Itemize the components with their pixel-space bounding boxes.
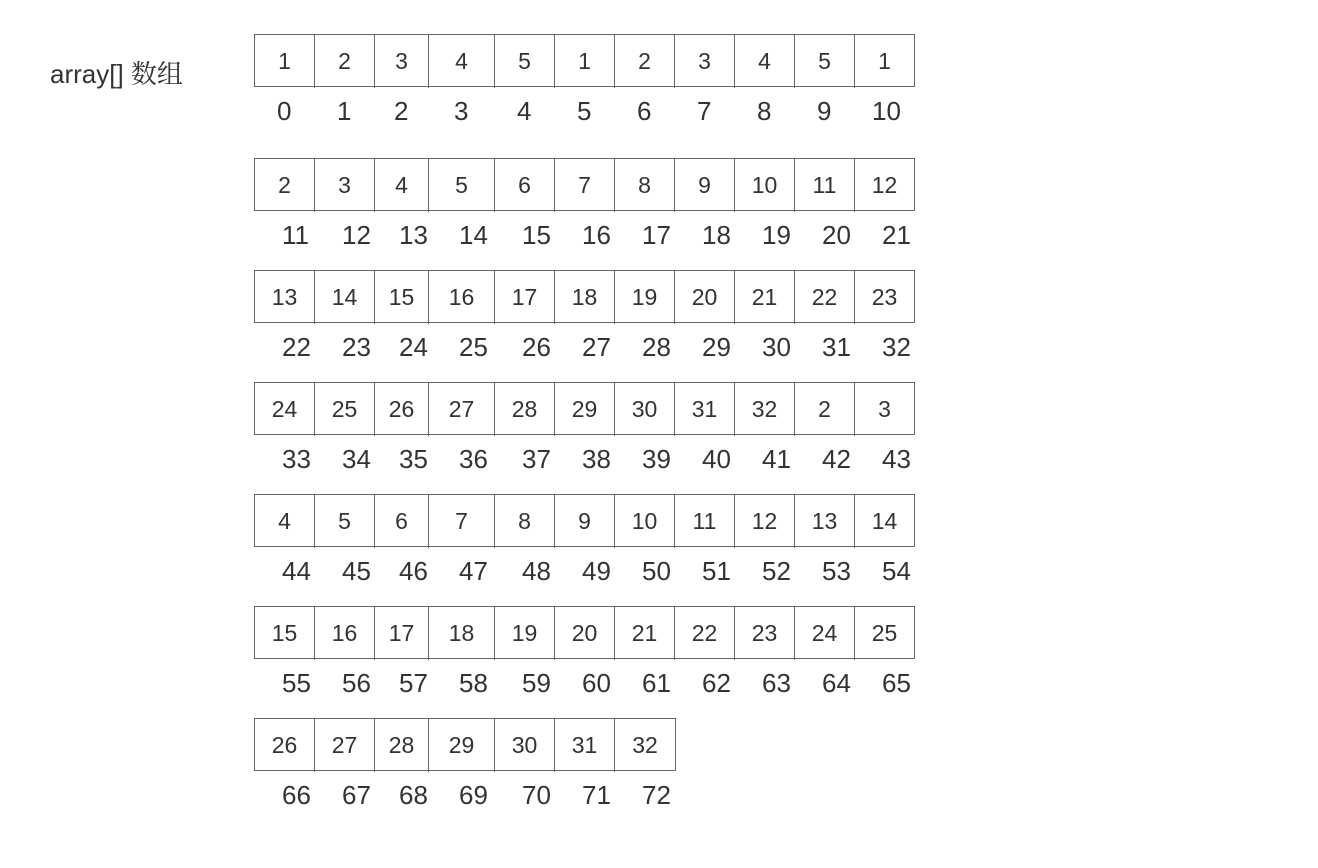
index-label: 46	[399, 556, 428, 586]
index-labels	[254, 96, 914, 130]
index-label: 49	[582, 556, 611, 586]
array-cells	[254, 606, 915, 659]
array-cell: 4	[255, 495, 315, 548]
array-cell: 14	[871, 508, 898, 534]
index-label: 71	[582, 780, 611, 810]
array-cell: 28	[495, 383, 555, 436]
index-label: 8	[757, 96, 772, 126]
array-cell: 2	[795, 383, 855, 436]
index-label: 17	[642, 220, 671, 250]
array-cell: 23	[871, 284, 898, 310]
array-cell: 16	[429, 271, 495, 324]
index-label: 70	[522, 780, 551, 810]
array-cell: 19	[615, 271, 675, 324]
array-cell: 26	[375, 383, 429, 436]
index-labels	[254, 220, 914, 254]
index-labels	[254, 780, 914, 814]
array-cell: 32	[735, 383, 795, 436]
index-label: 56	[342, 668, 371, 698]
array-cell: 20	[675, 271, 735, 324]
index-label: 11	[282, 220, 309, 250]
index-label: 62	[702, 668, 731, 698]
array-cell: 31	[675, 383, 735, 436]
index-label: 6	[637, 96, 652, 126]
array-cell: 3	[675, 35, 735, 88]
index-label: 37	[522, 444, 551, 474]
array-cell: 6	[495, 159, 555, 212]
array-cell: 30	[615, 383, 675, 436]
index-label: 61	[642, 668, 671, 698]
index-label: 59	[522, 668, 551, 698]
index-label: 34	[342, 444, 371, 474]
array-cell: 18	[429, 607, 495, 660]
index-label: 21	[882, 220, 911, 250]
array-cell: 4	[735, 35, 795, 88]
index-label: 36	[459, 444, 488, 474]
array-cell: 25	[871, 620, 898, 646]
index-label: 65	[882, 668, 911, 698]
index-label: 44	[282, 556, 311, 586]
index-labels	[254, 332, 914, 366]
index-label: 15	[522, 220, 551, 250]
array-cell: 8	[615, 159, 675, 212]
index-label: 35	[399, 444, 428, 474]
index-label: 24	[399, 332, 428, 362]
index-label: 52	[762, 556, 791, 586]
array-cell: 5	[495, 35, 555, 88]
array-cell: 1	[555, 35, 615, 88]
array-cell: 17	[495, 271, 555, 324]
array-cell: 31	[555, 719, 615, 772]
array-cell: 5	[429, 159, 495, 212]
index-label: 19	[762, 220, 791, 250]
array-cell: 6	[375, 495, 429, 548]
array-cell: 13	[255, 271, 315, 324]
index-label: 23	[342, 332, 371, 362]
index-label: 63	[762, 668, 791, 698]
index-label: 68	[399, 780, 428, 810]
array-cell: 14	[315, 271, 375, 324]
array-cell: 24	[795, 607, 855, 660]
array-cell: 17	[375, 607, 429, 660]
array-cell: 3	[878, 396, 891, 422]
index-label: 26	[522, 332, 551, 362]
array-cells	[254, 270, 915, 323]
index-label: 13	[399, 220, 428, 250]
index-label: 25	[459, 332, 488, 362]
array-cell: 15	[255, 607, 315, 660]
index-label: 5	[577, 96, 592, 126]
index-label: 18	[702, 220, 731, 250]
array-cell: 12	[735, 495, 795, 548]
array-cell: 8	[495, 495, 555, 548]
index-label: 47	[459, 556, 488, 586]
array-cell: 12	[871, 172, 898, 198]
index-label: 31	[822, 332, 851, 362]
array-cell: 25	[315, 383, 375, 436]
array-cell: 3	[315, 159, 375, 212]
array-cell: 2	[315, 35, 375, 88]
index-label: 27	[582, 332, 611, 362]
index-labels	[254, 556, 914, 590]
array-cell: 21	[735, 271, 795, 324]
array-cell: 3	[375, 35, 429, 88]
index-label: 7	[697, 96, 712, 126]
array-cell: 28	[375, 719, 429, 772]
index-labels	[254, 668, 914, 702]
index-label: 64	[822, 668, 851, 698]
array-cell: 5	[795, 35, 855, 88]
array-cell: 1	[878, 48, 891, 74]
index-label: 29	[702, 332, 731, 362]
array-cell: 2	[255, 159, 315, 212]
index-label: 14	[459, 220, 488, 250]
array-cell: 4	[429, 35, 495, 88]
array-cells	[254, 718, 676, 771]
array-cell: 22	[795, 271, 855, 324]
array-cell: 24	[255, 383, 315, 436]
index-label: 16	[582, 220, 611, 250]
array-cell: 1	[255, 35, 315, 88]
array-cell: 13	[795, 495, 855, 548]
index-label: 20	[822, 220, 851, 250]
index-label: 43	[882, 444, 911, 474]
index-label: 54	[882, 556, 911, 586]
array-cell: 10	[615, 495, 675, 548]
array-cell: 11	[795, 159, 855, 212]
array-cell: 20	[555, 607, 615, 660]
array-cell: 4	[375, 159, 429, 212]
index-label: 9	[817, 96, 832, 126]
array-cell: 10	[735, 159, 795, 212]
array-cell: 27	[429, 383, 495, 436]
index-label: 67	[342, 780, 371, 810]
array-cells	[254, 34, 915, 87]
array-cell: 21	[615, 607, 675, 660]
array-cells	[254, 494, 915, 547]
index-label: 28	[642, 332, 671, 362]
index-label: 55	[282, 668, 311, 698]
array-cells	[254, 382, 915, 435]
index-label: 2	[394, 96, 409, 126]
index-label: 39	[642, 444, 671, 474]
array-cell: 26	[255, 719, 315, 772]
array-cell: 16	[315, 607, 375, 660]
array-cell: 9	[555, 495, 615, 548]
array-cell: 18	[555, 271, 615, 324]
array-cell: 15	[375, 271, 429, 324]
array-cell: 32	[632, 732, 658, 758]
index-label: 45	[342, 556, 371, 586]
index-label: 33	[282, 444, 311, 474]
index-label: 0	[277, 96, 292, 126]
index-label: 4	[517, 96, 532, 126]
array-cell: 9	[675, 159, 735, 212]
array-cell: 2	[615, 35, 675, 88]
array-cell: 22	[675, 607, 735, 660]
index-label: 72	[642, 780, 671, 810]
array-cells	[254, 158, 915, 211]
index-label: 32	[882, 332, 911, 362]
index-label: 38	[582, 444, 611, 474]
index-label: 53	[822, 556, 851, 586]
index-label: 22	[282, 332, 311, 362]
index-label: 42	[822, 444, 851, 474]
index-labels	[254, 444, 914, 478]
array-title: array[] 数组	[50, 59, 183, 89]
index-label: 69	[459, 780, 488, 810]
array-cell: 5	[315, 495, 375, 548]
index-label: 51	[702, 556, 731, 586]
array-cell: 29	[555, 383, 615, 436]
array-cell: 29	[429, 719, 495, 772]
index-label: 40	[702, 444, 731, 474]
array-cell: 19	[495, 607, 555, 660]
index-label: 66	[282, 780, 311, 810]
index-label: 57	[399, 668, 428, 698]
index-label: 30	[762, 332, 791, 362]
index-label: 50	[642, 556, 671, 586]
index-label: 41	[762, 444, 791, 474]
index-label: 10	[872, 96, 901, 126]
array-cell: 11	[675, 495, 735, 548]
index-label: 1	[337, 96, 352, 126]
array-cell: 30	[495, 719, 555, 772]
index-label: 3	[454, 96, 469, 126]
array-cell: 7	[429, 495, 495, 548]
index-label: 60	[582, 668, 611, 698]
array-cell: 23	[735, 607, 795, 660]
index-label: 12	[342, 220, 371, 250]
array-cell: 27	[315, 719, 375, 772]
index-label: 58	[459, 668, 488, 698]
array-cell: 7	[555, 159, 615, 212]
index-label: 48	[522, 556, 551, 586]
